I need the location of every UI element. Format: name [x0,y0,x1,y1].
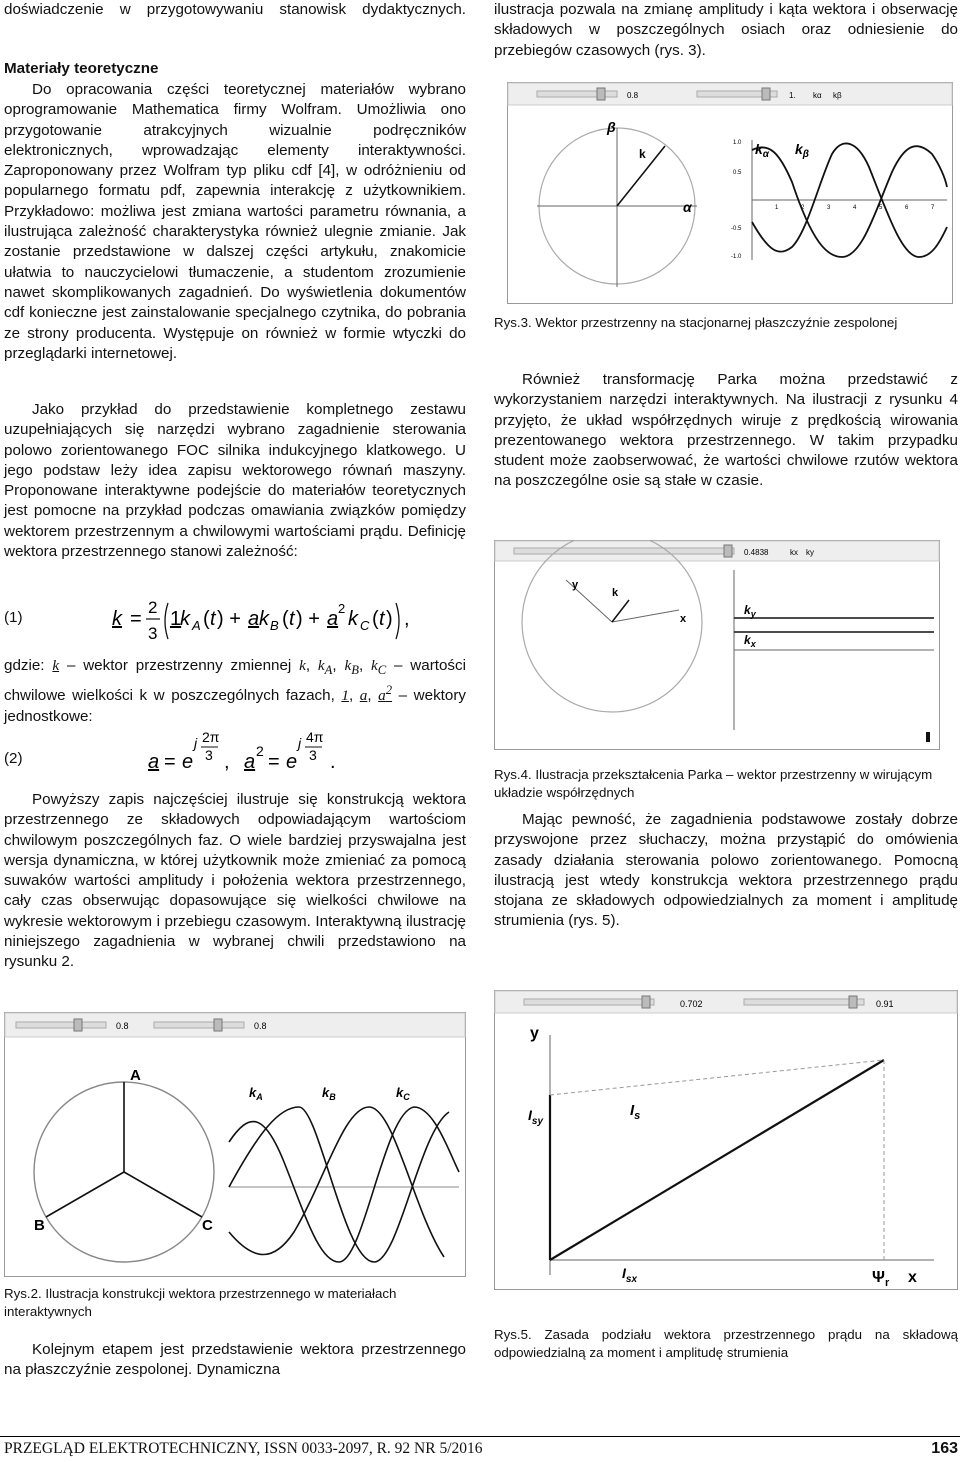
fig2-label-kA: $k_A$ [249,1085,263,1102]
fig4-label-ky: $k_y$ [744,603,756,619]
svg-text:B: B [270,618,279,633]
svg-text:=: = [130,608,142,630]
fig5-label-isx: $I_{sx}$ [622,1265,638,1285]
svg-text:k: k [112,608,122,630]
footer-rule [0,1436,960,1437]
svg-text:2π: 2π [202,729,220,745]
svg-text:,: , [404,608,410,630]
paragraph-3: Powyższy zapis najczęściej ilustruje się konstrukcją wektora przestrzennego ze składowych odpowiadającym wartościom chwilowym poszczególnych faz. O wiele bardziej przyswajalna jest wersja dynamiczna, w której użytkownik może zmieniać za pomocą suwaków wartości amplitudy i położenia wektora przestrzennego, cały czas obserwując dopasowujące się wielkości chwilowe na wykresie wektorowym i przebiegu czasowym. Interaktywną ilustrację niniejszego zagadnienia w wybranej chwili przedstawiono na rysunku 2. [4,791,466,971]
svg-text:e: e [286,751,298,773]
fig5-label-is: $I_s$ [630,1102,641,1122]
fig2-label-B: B [34,1217,45,1234]
svg-text:6: 6 [905,205,909,211]
fig5-slider-1-thumb[interactable] [642,996,650,1008]
fig5-axis-y: y [530,1025,539,1042]
svg-text:e: e [182,751,194,773]
fig3-label-kalpha: $k_\alpha$ [755,141,769,160]
fig5-label-isy: $I_{sy}$ [528,1107,544,1127]
svg-text:1: 1 [170,608,182,630]
svg-text:3: 3 [148,624,158,643]
right-paragraph-1: ilustracja pozwala na zmianę amplitudy i kąta wektora i obserwację składowych w poszczególnych osiach oraz odniesienie do przebiegów czasowych (rys. 3). [494,1,958,59]
svg-text:t: t [289,608,295,630]
svg-text:) +: ) + [217,608,241,630]
fig2-label-kB: $k_B$ [322,1085,336,1102]
fig2-slider-1[interactable] [16,1022,106,1028]
page-number: 163 [931,1440,958,1457]
fig3-slider-2-thumb[interactable] [762,88,770,100]
fig3-vector-k: k [639,147,646,161]
svg-text:0.702: 0.702 [680,999,703,1009]
fig4-axis-y: y [572,579,579,591]
where-part-3: – wektory jednostkowe: [4,687,466,725]
fig2-label-A: A [130,1067,141,1084]
equation-2-formula [144,728,504,780]
where-part-1: – wektor przestrzenny zmiennej [66,657,292,674]
svg-text:(: ( [372,608,379,630]
svg-text:0.8: 0.8 [627,91,639,100]
svg-text:2: 2 [801,205,805,211]
fig5-axis-x: x [908,1269,917,1286]
svg-text:3: 3 [309,747,317,763]
svg-text:-0.5: -0.5 [731,226,742,232]
svg-text:1: 1 [775,205,779,211]
svg-text:0.8: 0.8 [254,1021,267,1031]
right-paragraph-3: Mając pewność, że zagadnienia podstawowe zostały dobrze przyswojone przez słuchaczy, można przystąpić do omówienia zasady działania sterowania polowo zorientowanego. Pomocną ilustracją jest wtedy konstrukcja wektora przestrzennego prądu stojana ze składowych odpowiedzialnych za moment i amplitudę strumienia (rys. 5). [494,811,958,930]
svg-text:,: , [224,751,230,773]
where-clause: gdzie: k – wektor przestrzenny zmiennej k, $k_A$, $k_B$, $k_C$ – wartości chwilowe wielkości k w poszczególnych fazach, 1, a, $a^2$ – wektory jednostkowe: [4,657,466,725]
fig5-label-psi: $\Psi_r$ [872,1269,890,1289]
svg-text:3: 3 [205,747,213,763]
svg-text:-1.0: -1.0 [731,254,742,260]
figure-4 [494,540,940,750]
fig3-axis-beta: β [607,119,616,135]
fig5-slider-2[interactable] [744,999,864,1005]
svg-text:C: C [360,618,370,633]
svg-text:) +: ) + [296,608,320,630]
svg-text:ky: ky [806,548,814,557]
svg-text:a: a [248,608,260,630]
paragraph-2: Jako przykład do przedstawienie kompletnego zestawu uzupełniających się narzędzi wybrano zagadnienie sterowania polowo zorientowanego FOC silnika indukcyjnego klatkowego. U jego podstaw leży idea zapisu wektorowego równań maszyny. Proponowane interaktywne podejście do materiałów teoretycznych jest pomocne na przykład podczas omawiania związków pomiędzy wektorem przestrzennym a chwilowymi wartościami prądu. Definicję wektora przestrzennego stanowi zależność: [4,401,466,561]
paragraph-1: Do opracowania części teoretycznej materiałów wybrano oprogramowanie Mathematica firmy Wolfram. Umożliwia ono przygotowanie atrakcyjnych wizualnie podręczników elektronicznych, wprowadzając elementy interaktywności. Zaproponowany przez Wolfram typ pliku cdf [4], w odróżnieniu od popularnego formatu pdf, zapewnia interakcję z użytkownikiem. Przykładowo: możliwa jest zmiana wartości parametru równania, a ilustrująca zależność charakterystyka również ulegnie zmianie. Jak zostanie przedstawione w dalszej części artykułu, znakomicie ułatwia to nauczycielowi tłumaczenie, a studentom zrozumienie nawet skomplikowanych zagadnień. Do wyświetlenia dokumentów cdf konieczne jest zainstalowanie specjalnego czytnika, do pobrania ze strony producenta. Występuje on również w formie wtyczki do przeglądarki internetowej. [4,81,466,362]
svg-text:A: A [192,618,201,633]
fig4-label-kx: $k_x$ [744,633,756,649]
fig4-slider-thumb[interactable] [724,545,732,557]
svg-text:(: ( [203,608,210,630]
fig2-slider-2-thumb[interactable] [214,1019,222,1031]
figure-4-caption: Rys.4. Ilustracja przekształcenia Parka – wektor przestrzenny w wirującym układzie współrzędnych [494,767,933,800]
figure-5 [494,990,958,1290]
svg-text:): ) [386,608,393,630]
svg-text:kx: kx [790,548,798,557]
svg-text:k: k [348,608,358,630]
fig2-label-C: C [202,1217,213,1234]
svg-text:0.4838: 0.4838 [744,548,769,557]
paragraph-4: Kolejnym etapem jest przedstawienie wektora przestrzennego na płaszczyźnie zespolonej. Dynamiczna [4,1341,466,1379]
svg-text:2: 2 [256,743,264,759]
figure-3-caption: Rys.3. Wektor przestrzenny na stacjonarnej płaszczyźnie zespolonej [494,315,898,330]
svg-text:j: j [194,735,198,751]
svg-text:(: ( [282,608,289,630]
svg-text:5: 5 [879,205,883,211]
fig3-slider-1-thumb[interactable] [597,88,605,100]
svg-text:0.91: 0.91 [876,999,894,1009]
svg-text:2: 2 [338,601,346,616]
svg-text:0.8: 0.8 [116,1021,129,1031]
svg-text:3: 3 [827,205,831,211]
svg-text:1.: 1. [789,91,796,100]
fig4-vector-k: k [612,587,619,599]
svg-text:j: j [298,735,302,751]
fig5-slider-1[interactable] [524,999,654,1005]
svg-text:2: 2 [148,598,158,617]
svg-text:k: k [180,608,190,630]
equation-2: (2) a = e j 2π 3 , a 2 = e j 4π 3 . [4,728,466,778]
figure-4-graphic [494,540,940,750]
figure-2 [4,1012,466,1277]
svg-text:t: t [210,608,216,630]
svg-text:0.5: 0.5 [733,170,742,176]
figure-5-caption: Rys.5. Zasada podziału wektora przestrzennego prądu na składową odpowiedzialną za moment i amplitudę strumienia [494,1327,958,1360]
svg-text:=: = [164,751,176,773]
fig2-slider-1-thumb[interactable] [74,1019,82,1031]
fig4-axis-x: x [680,613,687,625]
right-paragraph-2: Również transformację Parka można przedstawić z wykorzystaniem narzędzi interaktywnych. Na ilustracji z rysunku 4 przyjęto, że układ współrzędnych wiruje z prędkością wirowania prezentowanego wektora przestrzennego. W takim przypadku student może zaobserwować, że wartości chwilowe rzutów wektora na poszczególne osie są stałe w czasie. [494,371,958,490]
figure-2-caption: Rys.2. Ilustracja konstrukcji wektora przestrzennego w materiałach interaktywnych [4,1286,397,1319]
page-footer [4,1440,958,1458]
svg-text:a: a [327,608,339,630]
section-heading: Materiały teoretyczne [4,60,159,77]
figure-2-graphic [4,1012,466,1277]
fig3-axis-alpha: α [683,199,692,215]
fig3-label-kbeta: $k_\beta$ [795,141,810,160]
svg-text:1.0: 1.0 [733,140,742,146]
intro-tail: doświadczenie w przygotowywaniu stanowisk dydaktycznych. [4,1,466,18]
equation-1-formula [108,595,468,647]
svg-text:4: 4 [853,205,857,211]
svg-text:a: a [244,751,256,773]
fig2-slider-2[interactable] [154,1022,244,1028]
svg-text:=: = [268,751,280,773]
fig5-slider-2-thumb[interactable] [849,996,857,1008]
fig4-slider[interactable] [514,548,734,554]
svg-text:4π: 4π [306,729,324,745]
svg-text:kβ: kβ [833,91,842,100]
svg-text:k: k [259,608,269,630]
svg-text:kα: kα [813,91,822,100]
equation-1: (1) k = 2 3 1 k A ( t ) + a k B ( t ) + a 2 k C ( t ) , [4,595,466,645]
svg-text:a: a [148,751,160,773]
svg-text:7: 7 [931,205,935,211]
figure-5-graphic [494,990,958,1290]
figure-3 [507,82,953,304]
svg-text:t: t [379,608,385,630]
figure-3-graphic [507,82,953,304]
fig2-label-kC: $k_C$ [396,1085,410,1102]
where-part-2: – wartości chwilowe wielkości k w poszczególnych fazach, [4,657,466,705]
journal-info: PRZEGLĄD ELEKTROTECHNICZNY, ISSN 0033-2097, R. 92 NR 5/2016 [4,1440,483,1457]
svg-text:.: . [330,751,336,773]
